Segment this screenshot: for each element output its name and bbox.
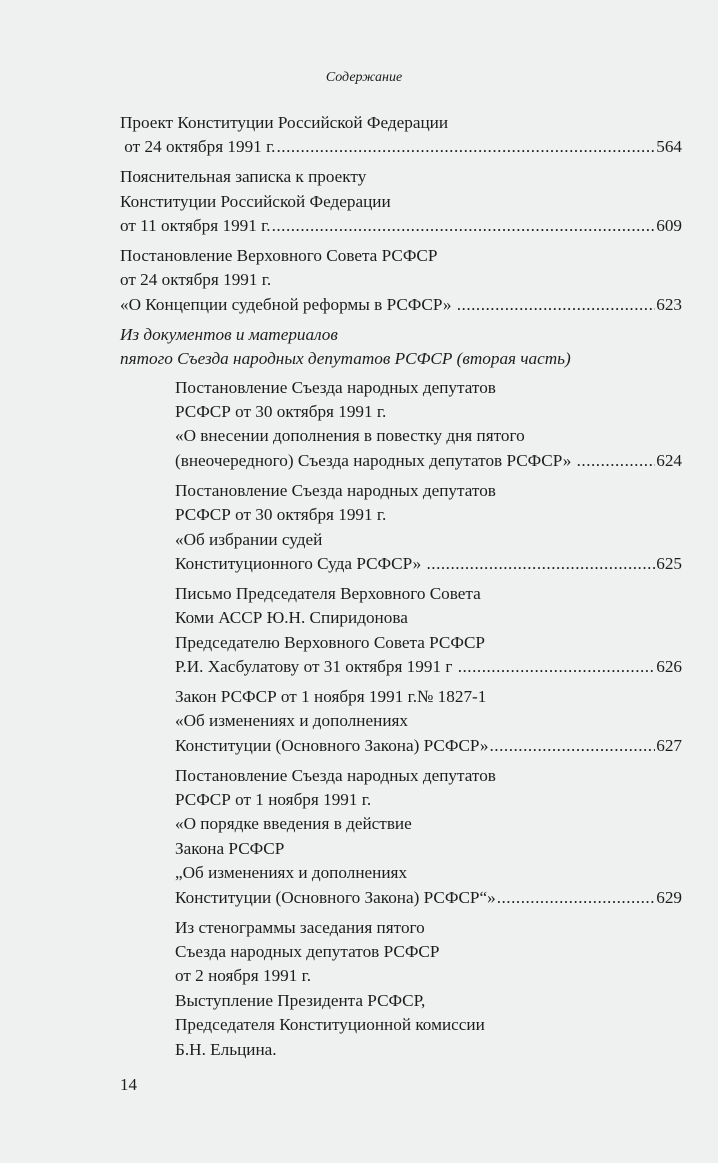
dot-leader — [457, 293, 656, 317]
toc-page-number: 627 — [656, 735, 682, 755]
toc-entry-last-line — [120, 135, 682, 159]
dot-leader — [497, 886, 656, 910]
toc-entry — [175, 685, 682, 758]
toc-entry-line: (внеочередного) Съезда народных депутатов РСФСР» — [175, 450, 576, 470]
toc-entry — [120, 165, 682, 238]
dot-leader — [577, 449, 656, 473]
toc-entry-line: от 24 октября 1991 г. — [120, 137, 276, 157]
dot-leader — [490, 734, 656, 758]
toc-entry-last-line — [175, 449, 682, 473]
toc-entry-line: «О Концепции судебной реформы в РСФСР» — [120, 294, 456, 314]
toc-entry-line: Конституции Российской Федерации — [120, 191, 391, 211]
toc-page-number: 625 — [656, 553, 682, 573]
toc-page-number: 609 — [656, 216, 682, 236]
toc-entry-last-line — [175, 886, 682, 910]
dot-leader — [458, 655, 656, 679]
toc-entry-line: Коми АССР Ю.Н. Спиридонова — [175, 608, 408, 628]
toc-page-number: 564 — [656, 137, 682, 157]
toc-entry — [175, 764, 682, 910]
toc-page-number: 623 — [656, 294, 682, 314]
toc-page-number: 629 — [656, 887, 682, 907]
toc-entry-line: Съезда народных депутатов РСФСР — [175, 942, 440, 961]
toc-entry-line: Постановление Верховного Совета РСФСР — [120, 246, 438, 266]
toc-entry — [120, 111, 682, 160]
toc-entry — [175, 916, 682, 1062]
toc-entry-line: РСФСР от 30 октября 1991 г. — [175, 505, 387, 525]
toc-page-number: 626 — [656, 657, 682, 677]
toc-entry-line: Закон РСФСР от 1 ноября 1991 г.№ 1827-1 — [175, 686, 487, 706]
toc-entry-line: Конституции (Основного Закона) РСФСР“» — [175, 887, 496, 907]
toc-entry-last-line — [175, 655, 682, 679]
toc-entry-line: Председателю Верховного Совета РСФСР — [175, 632, 485, 652]
toc-entry-last-line — [175, 734, 682, 758]
toc-entry-line: Пояснительная записка к проекту — [120, 167, 367, 187]
toc-entry-line: Выступление Президента РСФСР, — [175, 990, 426, 1010]
dot-leader — [272, 214, 656, 238]
dot-leader — [426, 552, 655, 576]
toc-entry-line: Письмо Председателя Верховного Совета — [175, 583, 481, 603]
toc-entry-last-line — [120, 293, 682, 317]
toc-entry-line: „Об изменениях и дополнениях — [175, 863, 408, 883]
toc-entry — [175, 582, 682, 680]
toc-entry-line: «Об избрании судей — [175, 529, 323, 549]
toc-entry-line: Конституционного Суда РСФСР» — [175, 553, 426, 573]
toc-entry-line: от 2 ноября 1991 г. — [175, 966, 312, 986]
toc-entry-line: Постановление Съезда народных депутатов — [175, 480, 496, 500]
toc-entry-line: Проект Конституции Российской Федерации — [120, 113, 449, 132]
toc-entry-line: «Об изменениях и дополнениях — [175, 711, 409, 731]
toc-entry-line: «О внесении дополнения в повестку дня пятого — [175, 426, 525, 446]
toc-entry — [175, 479, 682, 577]
toc-entry-line: Конституции (Основного Закона) РСФСР» — [175, 735, 489, 755]
dot-leader — [276, 135, 655, 159]
toc-entry-last-line — [120, 214, 682, 238]
toc-entry-line: Из стенограммы заседания пятого — [175, 917, 425, 937]
section-heading-line: пятого Съезда народных депутатов РСФСР (вторая часть) — [120, 349, 571, 369]
section-heading — [120, 323, 682, 372]
toc-entry-line: Б.Н. Ельцина. — [175, 1039, 277, 1059]
toc-entry-line: Постановление Съезда народных депутатов — [175, 765, 496, 785]
page-number: 14 — [120, 1075, 137, 1094]
section-heading-line: Из документов и материалов — [120, 324, 338, 344]
toc-page-number: 624 — [656, 450, 682, 470]
toc-entry-line: «О порядке введения в действие — [175, 814, 412, 834]
toc-entry-last-line — [175, 552, 682, 576]
toc-entry-line: Постановление Съезда народных депутатов — [175, 377, 496, 397]
toc-entry-line: Председателя Конституционной комиссии — [175, 1015, 485, 1035]
toc-entry — [120, 244, 682, 317]
toc-entry-line: от 11 октября 1991 г. — [120, 216, 271, 236]
running-header: Содержание — [325, 70, 403, 85]
table-of-contents — [120, 111, 682, 1068]
toc-entry-line: РСФСР от 1 ноября 1991 г. — [175, 790, 372, 810]
toc-entry-line: Закона РСФСР — [175, 838, 285, 858]
toc-entry-line: Р.И. Хасбулатову от 31 октября 1991 г — [175, 657, 457, 677]
toc-entry-line: РСФСР от 30 октября 1991 г. — [175, 401, 387, 421]
toc-entry — [175, 376, 682, 474]
toc-entry-line: от 24 октября 1991 г. — [120, 270, 272, 290]
